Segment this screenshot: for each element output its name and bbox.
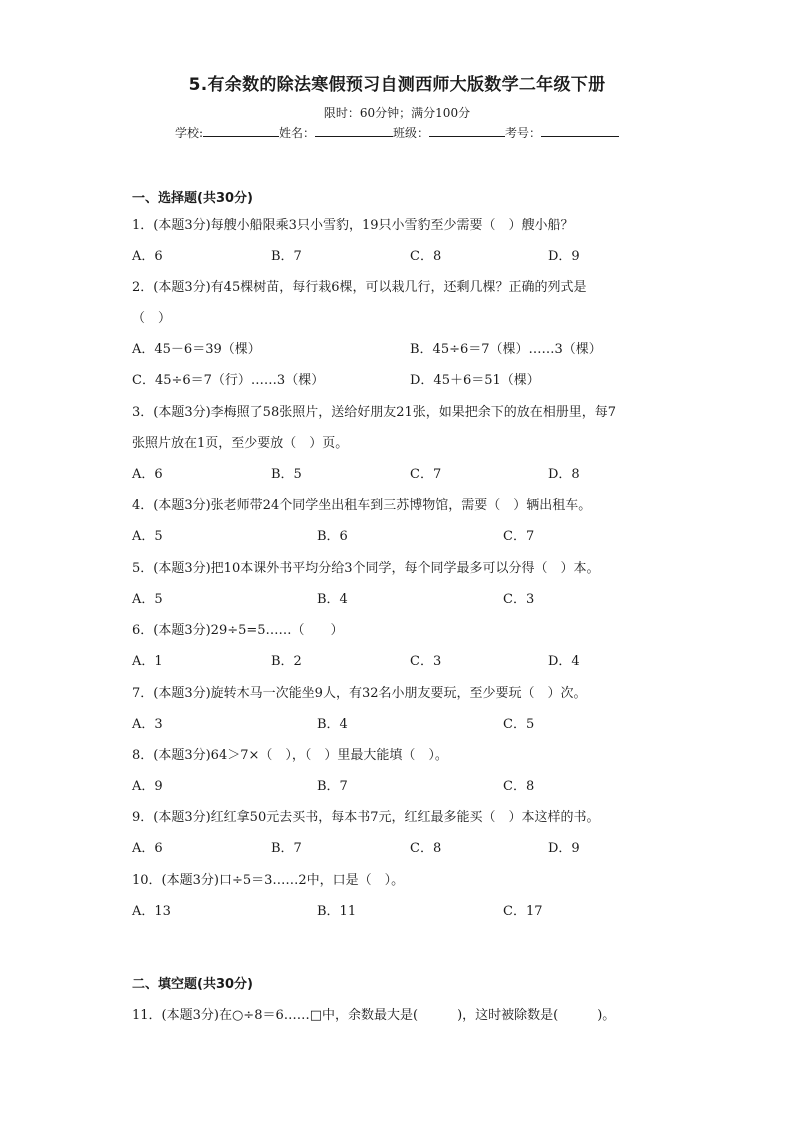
q9-option-b: B．7 — [271, 841, 302, 856]
q6-option-b: B．2 — [271, 654, 302, 669]
q9-option-d: D．9 — [548, 841, 580, 856]
q4-option-a: A．5 — [132, 529, 163, 544]
q4-option-b: B．6 — [317, 529, 348, 544]
class-label: 班级： — [393, 126, 430, 140]
question-10-options — [132, 900, 692, 918]
question-6-options — [132, 650, 692, 668]
question-5-text: 5．(本题3分)把10本课外书平均分给3个同学，每个同学最多可以分得（ ）本。 — [132, 561, 600, 576]
q10-option-b: B．11 — [317, 904, 357, 919]
q3-option-a: A．6 — [132, 467, 163, 482]
question-1-text: 1．(本题3分)每艘小船限乘3只小雪豹，19只小雪豹至少需要（ ）艘小船？ — [132, 218, 574, 233]
question-9-options — [132, 837, 692, 855]
q2-option-b: B．45÷6＝7（棵）……3（棵） — [410, 342, 602, 357]
question-2-text-cont: （ ） — [132, 311, 172, 326]
student-info-line — [0, 124, 794, 141]
question-11-text: 11．(本题3分)在○÷8＝6……□中，余数最大是( )，这时被除数是( )。 — [132, 1008, 616, 1023]
question-9-text: 9．(本题3分)红红拿50元去买书，每本书7元，红红最多能买（ ）本这样的书。 — [132, 810, 600, 825]
question-8-text: 8．(本题3分)64＞7×（ ），（ ）里最大能填（ ）。 — [132, 748, 448, 763]
q6-option-a: A．1 — [132, 654, 163, 669]
q2-option-a: A．45－6＝39（棵） — [132, 342, 261, 357]
question-3-text-cont: 张照片放在1页，至少要放（ ）页。 — [132, 436, 349, 451]
page-title: 5.有余数的除法寒假预习自测西师大版数学二年级下册 — [188, 75, 606, 95]
number-label: 考号： — [505, 126, 542, 140]
question-3-text: 3．(本题3分)李梅照了58张照片，送给好朋友21张，如果把余下的放在相册里，每7 — [132, 405, 617, 420]
class-blank — [429, 124, 505, 137]
question-1-options — [132, 245, 692, 263]
q1-option-d: D．9 — [548, 249, 580, 264]
q6-option-d: D．4 — [548, 654, 580, 669]
q7-option-a: A．3 — [132, 717, 163, 732]
question-7-text: 7．(本题3分)旋转木马一次能坐9人，有32名小朋友要玩，至少要玩（ ）次。 — [132, 686, 587, 701]
question-3-options — [132, 463, 692, 481]
section-title-fill-in: 二、填空题(共30分) — [132, 977, 253, 992]
question-6-text: 6．(本题3分)29÷5=5……（ ） — [132, 623, 344, 638]
q1-option-b: B．7 — [271, 249, 302, 264]
question-8-options — [132, 775, 692, 793]
q8-option-a: A．9 — [132, 779, 163, 794]
q10-option-c: C．17 — [503, 904, 543, 919]
q5-option-a: A．5 — [132, 592, 163, 607]
name-blank — [315, 124, 393, 137]
q3-option-b: B．5 — [271, 467, 302, 482]
q9-option-c: C．8 — [410, 841, 442, 856]
q2-option-c: C．45÷6＝7（行）……3（棵） — [132, 373, 325, 388]
question-2-options-row2 — [132, 369, 692, 387]
school-blank — [203, 124, 279, 137]
q1-option-a: A．6 — [132, 249, 163, 264]
q3-option-d: D．8 — [548, 467, 580, 482]
q7-option-b: B．4 — [317, 717, 348, 732]
q1-option-c: C．8 — [410, 249, 442, 264]
question-2-text: 2．(本题3分)有45棵树苗，每行栽6棵，可以栽几行，还剩几棵？正确的列式是 — [132, 280, 587, 295]
q5-option-b: B．4 — [317, 592, 348, 607]
q3-option-c: C．7 — [410, 467, 442, 482]
time-limit-subtitle: 限时：60分钟；满分100分 — [323, 106, 471, 120]
question-5-options — [132, 588, 692, 606]
name-label: 姓名： — [279, 126, 316, 140]
q2-option-d: D．45＋6＝51（棵） — [410, 373, 540, 388]
question-4-text: 4．(本题3分)张老师带24个同学坐出租车到三苏博物馆，需要（ ）辆出租车。 — [132, 498, 592, 513]
q4-option-c: C．7 — [503, 529, 535, 544]
school-label: 学校: — [174, 126, 203, 140]
q6-option-c: C．3 — [410, 654, 442, 669]
q8-option-b: B．7 — [317, 779, 348, 794]
q5-option-c: C．3 — [503, 592, 535, 607]
q9-option-a: A．6 — [132, 841, 163, 856]
question-7-options — [132, 713, 692, 731]
q7-option-c: C．5 — [503, 717, 535, 732]
question-2-options-row1 — [132, 338, 692, 356]
question-10-text: 10．(本题3分)口÷5＝3……2中，口是（ ）。 — [132, 873, 405, 888]
section-title-choice: 一、选择题(共30分) — [132, 191, 253, 206]
q10-option-a: A．13 — [132, 904, 171, 919]
question-4-options — [132, 525, 692, 543]
number-blank — [541, 124, 619, 137]
q8-option-c: C．8 — [503, 779, 535, 794]
